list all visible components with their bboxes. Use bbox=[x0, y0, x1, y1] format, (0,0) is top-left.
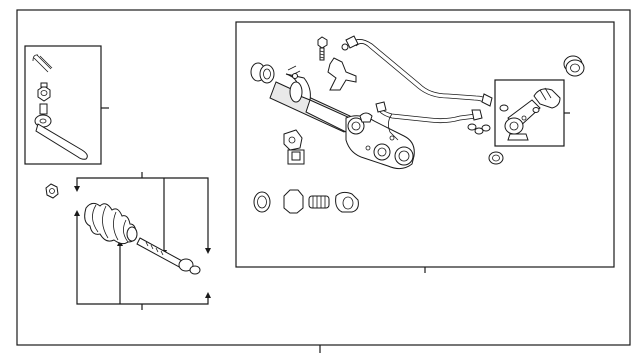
castle-nut bbox=[38, 83, 50, 101]
jam-nut bbox=[46, 184, 58, 198]
pressure-line bbox=[342, 36, 492, 106]
arrow-up-icon bbox=[205, 292, 211, 298]
arrow-down-icon bbox=[205, 248, 211, 254]
cotter-pin bbox=[33, 55, 52, 72]
arrow-up-icon bbox=[74, 210, 80, 216]
seal-kit bbox=[254, 190, 358, 213]
control-valve-group bbox=[495, 80, 570, 146]
steering-gear-group bbox=[236, 22, 614, 273]
mounting-clamp bbox=[328, 58, 356, 90]
gear-housing bbox=[346, 113, 414, 169]
rack-seal bbox=[564, 56, 584, 76]
inner-tie-rod-group bbox=[46, 172, 211, 310]
inner-tie-rod bbox=[137, 238, 200, 274]
return-line bbox=[376, 102, 482, 140]
line-o-rings bbox=[468, 124, 503, 164]
rack-bushing bbox=[251, 63, 274, 83]
connector-block bbox=[284, 130, 304, 164]
arrow-down-icon bbox=[74, 186, 80, 192]
rack-boot bbox=[85, 203, 137, 243]
mounting-bolt bbox=[318, 37, 327, 60]
tie-rod-end-group bbox=[25, 46, 109, 164]
outer-tie-rod-end bbox=[35, 104, 87, 159]
outer-frame bbox=[17, 10, 630, 353]
